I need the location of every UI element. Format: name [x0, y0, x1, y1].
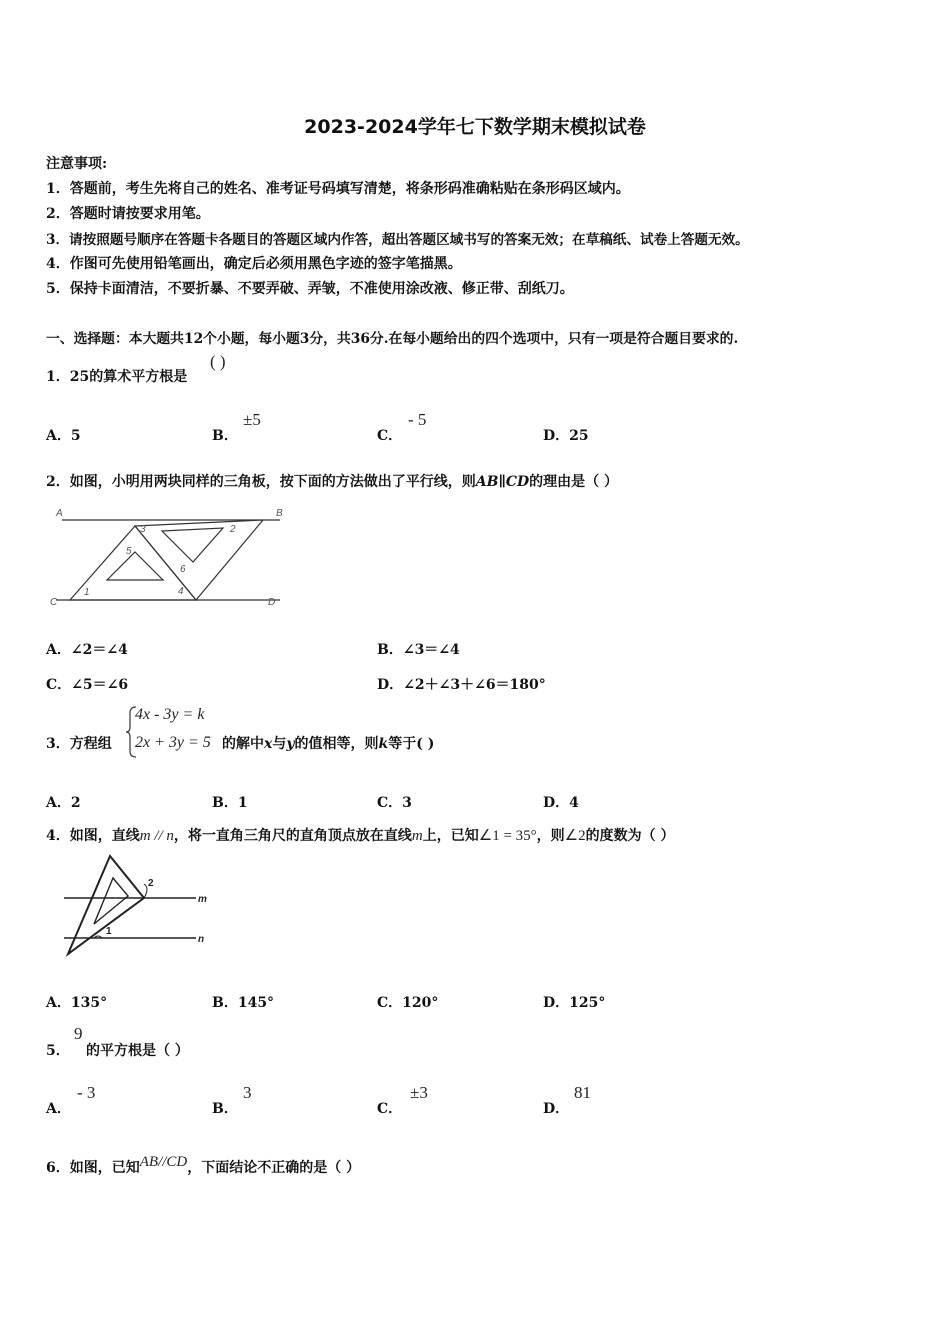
section-heading: 一、选择题：本大题共12个小题，每小题3分，共36分.在每小题给出的四个选项中，只有一项是符合题目要求的.: [46, 331, 739, 347]
notice-item: 5．保持卡面清洁，不要折暴、不要弄破、弄皱，不准使用涂改液、修正带、刮纸刀。: [46, 281, 574, 297]
q4-label-2: 2: [148, 878, 154, 889]
q2-option-c: C．∠5＝∠6: [46, 677, 129, 693]
q4-option-b: B．145°: [212, 995, 275, 1011]
q4-triangle: [68, 856, 144, 954]
q3-text-and: 与: [272, 736, 287, 752]
page-title: 2023-2024学年七下数学期末模拟试卷: [304, 116, 646, 138]
q4-math-angle2: ∠2: [564, 828, 586, 844]
q2-label-a: A: [56, 508, 63, 519]
q3-stem-rest: [222, 733, 434, 753]
q6-stem: [46, 1154, 361, 1177]
q5-option-a: A．: [46, 1101, 71, 1117]
q1-option-c: C．: [377, 428, 403, 444]
notice-item: 3．请按照题号顺序在答题卡各题目的答题区域内作答，超出答题区域书写的答案无效；在草稿纸、试卷上答题无效。: [46, 232, 749, 248]
q3-option-c: C．3: [377, 795, 412, 811]
q2-option-a: A．∠2＝∠4: [46, 642, 128, 658]
q2-stem-math: AB∥CD: [475, 474, 530, 490]
q6-math: AB//CD: [139, 1154, 188, 1170]
q3-stem-prefix: 3．方程组: [46, 736, 112, 752]
q4-label-m: m: [198, 894, 207, 905]
q2-triangle-left-inner: [107, 552, 163, 580]
q4-option-a: A．135°: [46, 995, 108, 1011]
q4-angle-arc-2: [144, 884, 147, 898]
q3-text-mid2: 的值相等，则: [294, 736, 379, 752]
q3-option-a: A．2: [46, 795, 81, 811]
q2-angle-4: 4: [178, 586, 184, 597]
q5-option-b-math: 3: [243, 1083, 252, 1102]
q1-option-a: A．5: [46, 428, 81, 444]
q5-number: 5．: [46, 1043, 70, 1059]
notice-item: 1．答题前，考生先将自己的姓名、准考证号码填写清楚，将条形码准确粘贴在条形码区域内。: [46, 181, 630, 197]
q3-option-d: D．4: [543, 795, 579, 811]
q2-option-b: B．∠3＝∠4: [377, 642, 460, 658]
q2-stem: [46, 471, 618, 491]
q4-text-mid: ，将一直角三角尺的直角顶点放在直线: [173, 828, 412, 844]
q4-option-c: C．120°: [377, 995, 439, 1011]
q2-stem-suffix: 的理由是（ ）: [529, 474, 619, 490]
q4-label-1: 1: [106, 926, 112, 937]
q3-equation-2: 2x + 3y = 5: [135, 734, 211, 751]
q6-text-prefix: 6．如图，已知: [46, 1160, 140, 1176]
q4-math-m: m: [411, 828, 423, 844]
q5-option-c: C．: [377, 1101, 403, 1117]
q5-option-d-math: 81: [574, 1083, 591, 1102]
notice-item: 2．答题时请按要求用笔。: [46, 206, 210, 222]
notice-heading: 注意事项:: [46, 156, 108, 172]
q2-option-d: D．∠2＋∠3＋∠6＝180°: [377, 677, 546, 693]
q4-text-prefix: 4．如图，直线: [46, 828, 140, 844]
q4-math-angle1: ∠1 = 35°: [478, 828, 537, 844]
q2-angle-6: 6: [180, 564, 186, 575]
q5-option-b: B．: [212, 1101, 238, 1117]
q2-stem-prefix: 2．如图，小明用两块同样的三角板，按下面的方法做出了平行线，则: [46, 474, 476, 490]
q2-label-d: D: [268, 597, 276, 608]
q4-label-n: n: [198, 934, 205, 945]
q3-var-x: x: [264, 736, 273, 752]
q3-var-k: k: [378, 736, 389, 752]
q3-text-mid: 的解中: [222, 736, 264, 752]
q1-option-d: D．25: [543, 428, 589, 444]
q4-text-mid2: 上，已知: [422, 828, 479, 844]
q4-text-mid3: ，则: [536, 828, 565, 844]
q2-label-c: C: [50, 597, 58, 608]
q2-angle-3: 3: [140, 524, 146, 535]
q2-angle-1: 1: [84, 587, 90, 598]
q4-option-d: D．125°: [543, 995, 606, 1011]
notice-item: 4．作图可先使用铅笔画出，确定后必须用黑色字迹的签字笔描黑。: [46, 256, 462, 272]
q4-math-parallel: m // n: [139, 828, 174, 844]
q1-option-b: B．: [212, 428, 238, 444]
q5-option-d: D．: [543, 1101, 570, 1117]
q4-triangle-inner: [94, 878, 128, 924]
q3-equation-1: 4x - 3y = k: [135, 706, 205, 723]
q1-stem: 1．25的算术平方根是: [46, 369, 188, 385]
q2-angle-5: 5: [126, 546, 132, 557]
q2-triangle-right: [135, 520, 263, 600]
q2-angle-2: 2: [230, 524, 236, 535]
q2-triangle-right-inner: [162, 528, 223, 562]
q5-option-a-math: - 3: [77, 1083, 96, 1102]
q4-figure: [58, 850, 218, 960]
q2-figure: [50, 502, 290, 610]
q6-text-suffix: ，下面结论不正确的是（ ）: [187, 1160, 361, 1176]
q5-math: 9: [74, 1024, 83, 1043]
q2-label-b: B: [276, 508, 283, 519]
q4-text-suffix: 的度数为（ ）: [585, 828, 675, 844]
q3-text-suffix: 等于( ): [388, 736, 435, 752]
q3-option-b: B．1: [212, 795, 248, 811]
q1-option-b-math: ±5: [243, 410, 261, 429]
q4-stem: [46, 825, 675, 845]
q1-option-c-math: - 5: [408, 410, 427, 429]
q5-option-c-math: ±3: [410, 1083, 428, 1102]
q1-bracket: ( ): [210, 352, 226, 371]
q3-var-y: y: [286, 736, 295, 752]
q5-stem: 的平方根是（ ）: [86, 1043, 189, 1059]
